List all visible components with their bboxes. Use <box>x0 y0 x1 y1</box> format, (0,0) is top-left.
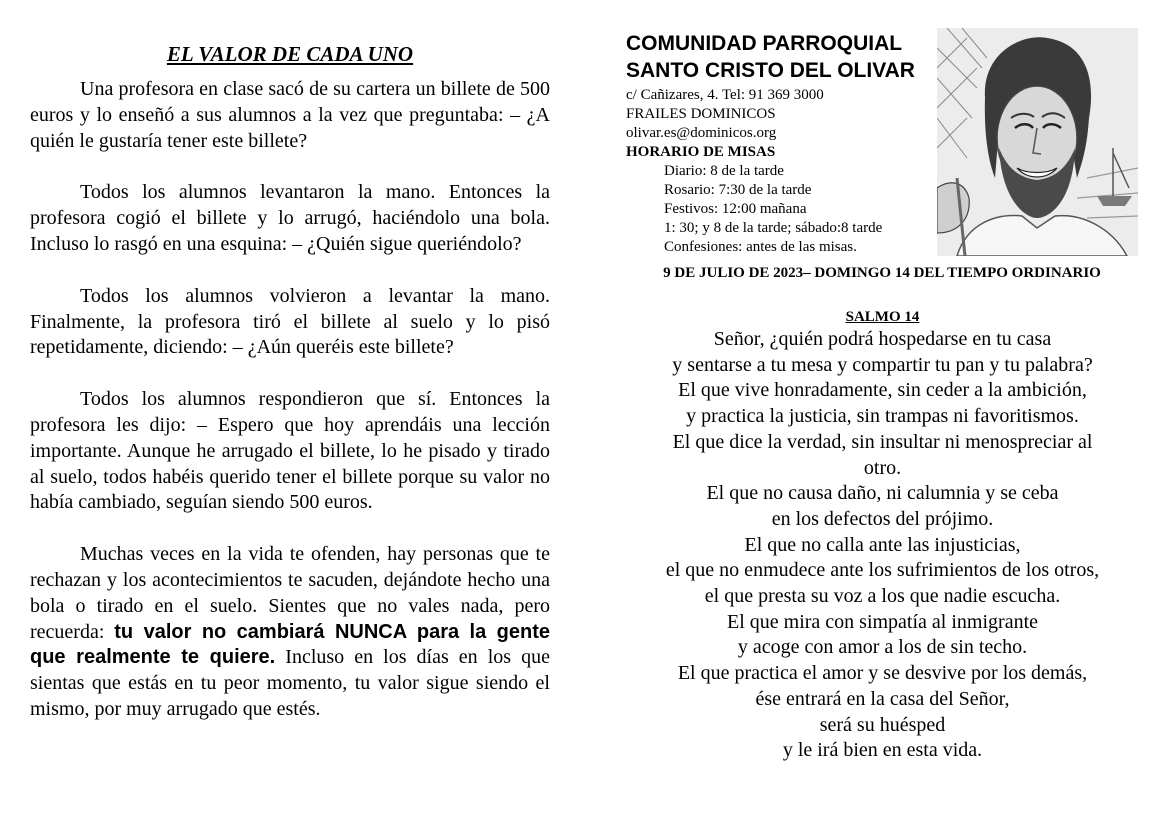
story-paragraph-2: Todos los alumnos levantaron la mano. Entonces la profesora cogió el billete y lo arrugó, haciéndolo una bola. Incluso lo rasgó en una esquina: – ¿Quién sigue queriéndolo? <box>30 181 550 255</box>
story-paragraph-5 <box>30 542 550 723</box>
schedule-confessions: Confesiones: antes de las misas. <box>664 239 857 255</box>
psalm-line: otro. <box>863 456 902 479</box>
psalm-line: y sentarse a tu mesa y compartir tu pan y tu palabra? <box>672 353 1093 376</box>
schedule-weekend: 1: 30; y 8 de la tarde; sábado:8 tarde <box>664 220 883 236</box>
parish-friars: FRAILES DOMINICOS <box>626 106 776 122</box>
psalm-line: Señor, ¿quién podrá hospedarse en tu casa <box>713 328 1052 350</box>
psalm-line: El que mira con simpatía al inmigrante <box>726 610 1038 633</box>
story-paragraph-5-end: Incluso en los días en los que sientas que estás en tu peor momento, tu valor sigue siendo el mismo, por muy arrugado que estés. <box>30 646 550 720</box>
portrait-image <box>937 28 1138 256</box>
psalm-line: ése entrará en la casa del Señor, <box>755 687 1010 710</box>
parish-name-line2: SANTO CRISTO DEL OLIVAR <box>626 59 915 82</box>
mass-schedule-title: HORARIO DE MISAS <box>626 144 776 160</box>
schedule-holidays: Festivos: 12:00 mañana <box>664 201 807 217</box>
psalm-line: el que no enmudece ante los sufrimientos de los otros, <box>665 559 1100 582</box>
story-emphasis: tu valor no cambiará NUNCA para la gente que realmente te quiere. <box>30 620 550 669</box>
psalm-line: y practica la justicia, sin trampas ni favoritismos. <box>686 405 1079 428</box>
psalm-line: el que presta su voz a los que nadie escucha. <box>704 585 1061 608</box>
story-paragraph-5-start: Muchas veces en la vida te ofenden, hay personas que te rechazan y los acontecimientos te sacuden, dejándote hecho una bola o tirado en el suelo. Sientes que no vales nada, pero recuerda: <box>30 543 550 643</box>
smiling-fisherman-icon <box>937 28 1138 256</box>
story-title: EL VALOR DE CADA UNO <box>166 42 414 66</box>
psalm-line: y acoge con amor a los de sin techo. <box>737 636 1028 659</box>
schedule-rosary: Rosario: 7:30 de la tarde <box>664 182 812 198</box>
psalm-line: El que practica el amor y se desvive por los demás, <box>677 662 1088 685</box>
psalm-line: El que no causa daño, ni calumnia y se ceba <box>706 482 1059 505</box>
psalm-section <box>620 308 1145 764</box>
parish-name-line1: COMUNIDAD PARROQUIAL <box>626 32 903 55</box>
liturgical-date: 9 DE JULIO DE 2023– DOMINGO 14 DEL TIEMPO ORDINARIO <box>663 265 1101 281</box>
story-paragraph-4: Todos los alumnos respondieron que sí. Entonces la profesora les dijo: – Espero que hoy aprendáis una lección importante. Aunque he arrugado el billete, lo he pisado y tirado al suelo, todos habéis querido tener el billete porque su valor no había cambiado, seguían siendo 500 euros. <box>30 388 550 514</box>
psalm-line: y le irá bien en esta vida. <box>782 739 983 762</box>
psalm-line: El que vive honradamente, sin ceder a la ambición, <box>678 379 1087 402</box>
parish-email: olivar.es@dominicos.org <box>626 125 777 141</box>
story-paragraph-1: Una profesora en clase sacó de su cartera un billete de 500 euros y lo enseñó a sus alumnos a la vez que preguntaba: – ¿A quién le gustaría tener este billete? <box>30 78 550 152</box>
story-paragraph-3: Todos los alumnos volvieron a levantar la mano. Finalmente, la profesora tiró el billete al suelo y lo pisó repetidamente, diciendo: – ¿Aún queréis este billete? <box>30 284 550 359</box>
schedule-daily: Diario: 8 de la tarde <box>664 163 784 179</box>
psalm-line: en los defectos del prójimo. <box>771 507 994 530</box>
parish-address: c/ Cañizares, 4. Tel: 91 369 3000 <box>626 87 824 103</box>
parish-header <box>626 30 931 257</box>
left-column <box>30 42 550 749</box>
psalm-line: será su huésped <box>819 713 946 736</box>
psalm-line: El que no calla ante las injusticias, <box>744 533 1021 556</box>
psalm-line: El que dice la verdad, sin insultar ni menospreciar al <box>672 430 1093 453</box>
psalm-title: SALMO 14 <box>845 309 920 325</box>
